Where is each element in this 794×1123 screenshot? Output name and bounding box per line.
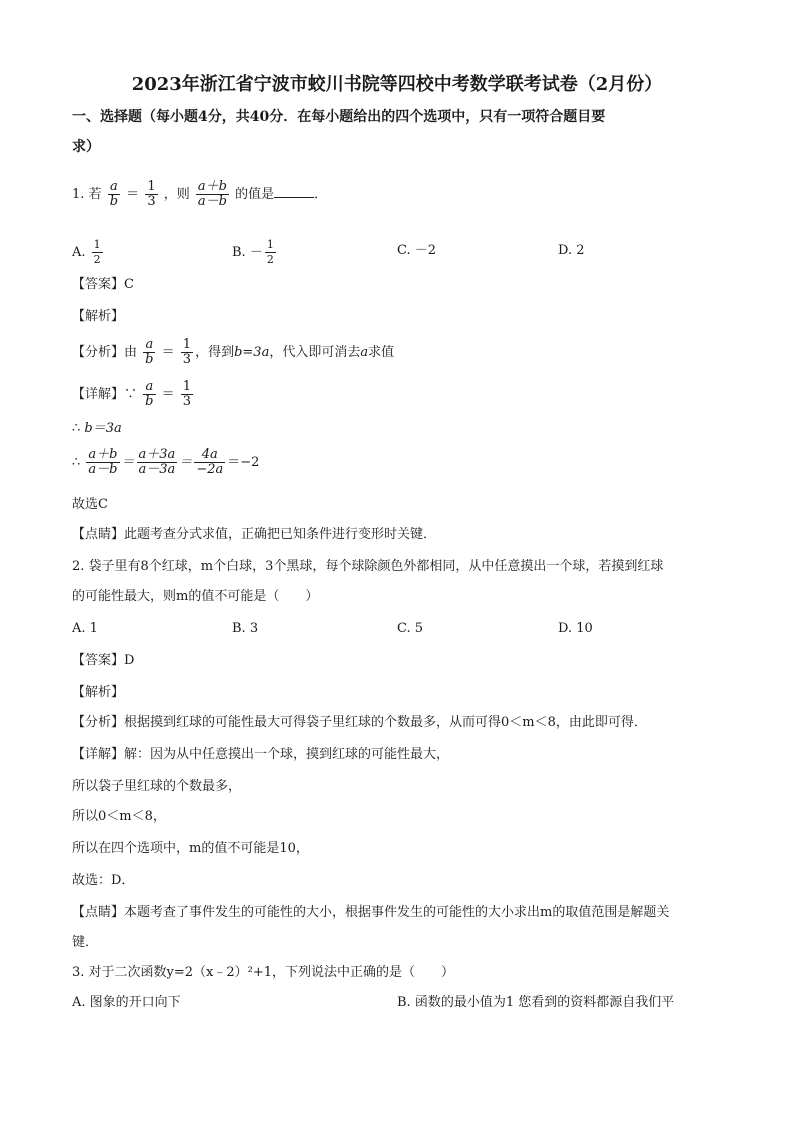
q3-option-b: B. 函数的最小值为1 您看到的资料都源自我们平 [397, 995, 675, 1010]
q1-calc: ∴ $\frac{a+b}{a-b}$ ＝ $\frac{a+3a}{a-3a}$ ＝ $\frac{4a}{-2a}$ ＝−2 [72, 447, 260, 477]
q1-stem: 1. 若 $\frac{a}{b}$ ＝ $\frac{1}{3}$ ，则 $\frac{a+b}{a-b}$ 的值是 ． [72, 179, 328, 209]
q1-option-c: C. －2 [397, 243, 437, 258]
q1-prefix: 1. 若 [72, 187, 102, 202]
q2-fenxi: 【分析】根据摸到红球的可能性最大可得袋子里红球的个数最多，从而可得0＜m＜8，由此即可得． [72, 715, 647, 730]
q1-frac-sum-over-diff: $\frac{a+b}{a-b}$ [197, 179, 227, 209]
q1-answer: 【答案】C [72, 277, 134, 292]
section-heading-line1: 一、选择题（每小题4分，共40分．在每小题给出的四个选项中，只有一项符合题目要 [72, 109, 606, 125]
q1-eq: ＝ [126, 187, 140, 202]
q2-options [72, 620, 732, 640]
q1-suffix: 的值是 [235, 187, 275, 202]
q2-detail: 【详解】解：因为从中任意摸出一个球，摸到红球的可能性最大， [72, 747, 450, 762]
section-heading-line2: 求） [72, 139, 100, 155]
q2-step3: 所以在四个选项中，m的值不可能是10， [72, 841, 309, 856]
q1-choose: 故选C [72, 497, 108, 512]
q2-stem-line1: 2. 袋子里有8个红球，m个白球，3个黑球，每个球除颜色外都相同，从中任意摸出一个球，若摸到红球 [72, 559, 664, 574]
q1-frac-one-third: $\frac{1}{3}$ [147, 179, 156, 209]
q2-answer: 【答案】D [72, 653, 135, 668]
q1-detail: 【详解】∵ $\frac{a}{b}$ ＝ $\frac{1}{3}$ [72, 379, 192, 409]
q2-step1: 所以袋子里红球的个数最多， [72, 779, 242, 794]
q3-stem: 3. 对于二次函数y=2（x﹣2）²+1，下列说法中正确的是（ ） [72, 965, 455, 980]
q1-option-b: B. － $\frac{1}{2}$ [232, 238, 274, 266]
q1-options [72, 238, 732, 266]
q2-comment-line2: 键． [72, 935, 99, 950]
page-title: 2023年浙江省宁波市蛟川书院等四校中考数学联考试卷（2月份） [131, 74, 663, 95]
q1-comment: 【点睛】此题考查分式求值，正确把已知条件进行变形时关键． [72, 527, 437, 542]
q1-frac-a-over-b: $\frac{a}{b}$ [109, 179, 119, 209]
q3-option-a: A. 图象的开口向下 [72, 995, 181, 1010]
q3-options [72, 994, 732, 1014]
q2-option-d: D. 10 [558, 621, 593, 636]
q1-mid: ，则 [163, 187, 190, 202]
q1-fenxi: 【分析】由 $\frac{a}{b}$ ＝ $\frac{1}{3}$ ，得到b=3a，代入即可消去a求值 [72, 337, 395, 367]
q2-option-b: B. 3 [232, 621, 259, 636]
q2-step2: 所以0＜m＜8， [72, 809, 166, 824]
q2-stem-line2: 的可能性最大，则m的值不可能是（ ） [72, 589, 319, 604]
q1-b-eq-3a: ∴ b＝3a [72, 421, 122, 436]
q2-analysis: 【解析】 [72, 685, 125, 700]
q2-option-c: C. 5 [397, 621, 424, 636]
q2-comment-line1: 【点睛】本题考查了事件发生的可能性的大小，根据事件发生的可能性的大小求出m的取值范围是解题关 [72, 905, 670, 920]
q1-option-d: D. 2 [558, 243, 585, 258]
q2-option-a: A. 1 [72, 621, 98, 636]
q2-choose: 故选：D． [72, 873, 135, 888]
q1-option-a: A. $\frac{1}{2}$ [72, 238, 101, 266]
q1-blank [274, 185, 314, 198]
q1-analysis: 【解析】 [72, 309, 125, 324]
